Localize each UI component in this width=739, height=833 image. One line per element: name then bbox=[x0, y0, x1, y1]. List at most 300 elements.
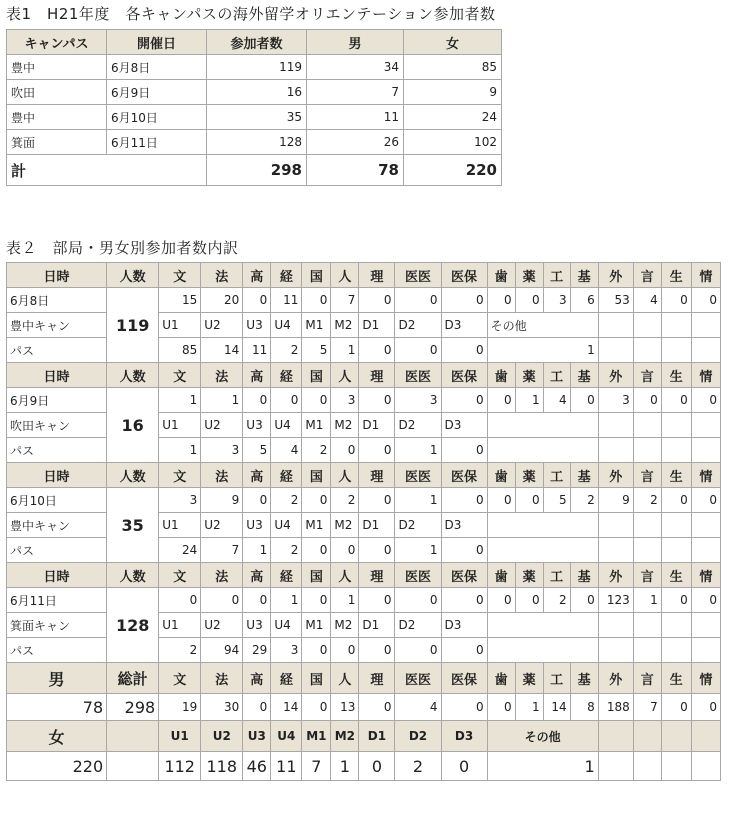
dept-value-cell: 1 bbox=[159, 388, 201, 413]
column-header: 歯 bbox=[487, 663, 515, 694]
dept-value-cell: 3 bbox=[543, 288, 570, 313]
participants-cell: 119 bbox=[207, 55, 307, 80]
column-header: 経 bbox=[271, 463, 302, 488]
dept-total-cell: 19 bbox=[159, 694, 201, 721]
level-label-cell: M1 bbox=[302, 413, 331, 438]
campus-summary-table bbox=[6, 29, 502, 186]
level-value-cell: 7 bbox=[201, 538, 243, 563]
column-header: 外 bbox=[598, 263, 633, 288]
dept-total-cell: 0 bbox=[691, 694, 720, 721]
female-cell: 102 bbox=[404, 130, 502, 155]
column-header: 理 bbox=[359, 463, 395, 488]
level-value-cell: 3 bbox=[271, 638, 302, 663]
dept-value-cell: 0 bbox=[271, 388, 302, 413]
dept-value-cell: 0 bbox=[661, 288, 691, 313]
dept-total-cell: 0 bbox=[661, 694, 691, 721]
level-label-cell: D3 bbox=[441, 413, 487, 438]
level-value-cell: 0 bbox=[359, 538, 395, 563]
column-header: 生 bbox=[661, 563, 691, 588]
summary-values-row bbox=[7, 694, 721, 721]
dept-value-cell: 0 bbox=[661, 488, 691, 513]
female-cell: 85 bbox=[404, 55, 502, 80]
level-value-cell: 1 bbox=[243, 538, 271, 563]
column-header: 工 bbox=[543, 263, 570, 288]
level-value-cell: 0 bbox=[395, 638, 441, 663]
column-header: 基 bbox=[570, 663, 598, 694]
column-header: 国 bbox=[302, 663, 331, 694]
column-header: 言 bbox=[633, 263, 661, 288]
column-header: 生 bbox=[661, 663, 691, 694]
level-label-cell: M1 bbox=[302, 313, 331, 338]
dept-value-cell: 20 bbox=[201, 288, 243, 313]
level-value-cell: 24 bbox=[159, 538, 201, 563]
table1-header-cell: 女 bbox=[404, 30, 502, 55]
level-value-cell: 0 bbox=[359, 338, 395, 363]
level-value-cell: 0 bbox=[331, 438, 359, 463]
empty-cell bbox=[633, 338, 661, 363]
column-header: 医医 bbox=[395, 463, 441, 488]
column-header: 外 bbox=[598, 463, 633, 488]
male-cell: 11 bbox=[307, 105, 404, 130]
level-value-cell: 1 bbox=[395, 538, 441, 563]
dept-value-cell: 0 bbox=[302, 488, 331, 513]
dept-value-cell: 0 bbox=[441, 488, 487, 513]
column-header: 文 bbox=[159, 263, 201, 288]
date-cell: 6月9日 bbox=[107, 80, 207, 105]
level-value-cell: 1 bbox=[487, 338, 598, 363]
level-label-cell: U4 bbox=[271, 613, 302, 638]
dept-value-cell: 0 bbox=[359, 288, 395, 313]
table-row bbox=[7, 588, 721, 613]
column-header: 法 bbox=[201, 363, 243, 388]
empty-cell bbox=[691, 413, 720, 438]
campus-cell: 豊中 bbox=[7, 55, 107, 80]
dept-value-cell: 0 bbox=[441, 388, 487, 413]
total-female: 220 bbox=[404, 155, 502, 186]
empty-cell bbox=[633, 638, 661, 663]
column-header: 薬 bbox=[515, 263, 543, 288]
dept-value-cell: 0 bbox=[691, 588, 720, 613]
empty-cell bbox=[691, 338, 720, 363]
dept-value-cell: 0 bbox=[515, 488, 543, 513]
empty-cell bbox=[598, 538, 633, 563]
dept-value-cell: 3 bbox=[598, 388, 633, 413]
level-label-cell: M1 bbox=[302, 513, 331, 538]
level-value-cell: 94 bbox=[201, 638, 243, 663]
level-value-cell bbox=[487, 538, 598, 563]
department-breakdown-table bbox=[6, 262, 721, 781]
level-label-cell: D3 bbox=[441, 613, 487, 638]
dept-value-cell: 9 bbox=[201, 488, 243, 513]
level-value-cell: 0 bbox=[359, 438, 395, 463]
empty-cell bbox=[633, 313, 661, 338]
dept-value-cell: 0 bbox=[691, 488, 720, 513]
column-header: 理 bbox=[359, 363, 395, 388]
level-label-cell: U2 bbox=[201, 313, 243, 338]
column-header: 言 bbox=[633, 363, 661, 388]
level-label-cell: M2 bbox=[331, 513, 359, 538]
column-header: 文 bbox=[159, 363, 201, 388]
date-cell: 6月9日 bbox=[7, 388, 107, 413]
column-header: 法 bbox=[201, 263, 243, 288]
date-cell: パス bbox=[7, 438, 107, 463]
level-label-cell: U1 bbox=[159, 413, 201, 438]
dept-value-cell: 0 bbox=[243, 488, 271, 513]
level-value-cell: 3 bbox=[201, 438, 243, 463]
dept-total-cell: 0 bbox=[487, 694, 515, 721]
dept-value-cell: 4 bbox=[633, 288, 661, 313]
column-header: 生 bbox=[661, 463, 691, 488]
dept-value-cell: 0 bbox=[359, 388, 395, 413]
table-row bbox=[7, 80, 502, 105]
level-header: M2 bbox=[331, 721, 359, 752]
dept-value-cell: 1 bbox=[331, 588, 359, 613]
empty-cell bbox=[661, 721, 691, 752]
level-header: U1 bbox=[159, 721, 201, 752]
level-header: D3 bbox=[441, 721, 487, 752]
dept-value-cell: 0 bbox=[395, 588, 441, 613]
dept-value-cell: 9 bbox=[598, 488, 633, 513]
empty-cell bbox=[107, 721, 159, 752]
level-header: D1 bbox=[359, 721, 395, 752]
dept-total-cell: 188 bbox=[598, 694, 633, 721]
level-value-cell: 85 bbox=[159, 338, 201, 363]
date-cell: 6月10日 bbox=[7, 488, 107, 513]
dept-value-cell: 0 bbox=[201, 588, 243, 613]
column-header: 国 bbox=[302, 263, 331, 288]
column-header: 人数 bbox=[107, 563, 159, 588]
level-label-cell: D2 bbox=[395, 413, 441, 438]
column-header: 人 bbox=[331, 363, 359, 388]
level-value-cell: 1 bbox=[395, 438, 441, 463]
dept-value-cell: 0 bbox=[691, 288, 720, 313]
empty-cell bbox=[598, 513, 633, 538]
column-header: 言 bbox=[633, 563, 661, 588]
dept-value-cell: 0 bbox=[359, 588, 395, 613]
level-value-cell: 2 bbox=[302, 438, 331, 463]
table1-header-cell: キャンパス bbox=[7, 30, 107, 55]
table1-header-cell: 開催日 bbox=[107, 30, 207, 55]
date-cell: 6月10日 bbox=[107, 105, 207, 130]
dept-total-cell: 30 bbox=[201, 694, 243, 721]
column-header: 基 bbox=[570, 363, 598, 388]
column-header: 情 bbox=[691, 563, 720, 588]
date-cell: パス bbox=[7, 638, 107, 663]
dept-value-cell: 7 bbox=[331, 288, 359, 313]
empty-cell bbox=[598, 413, 633, 438]
date-cell: パス bbox=[7, 538, 107, 563]
column-header: 経 bbox=[271, 663, 302, 694]
column-header: 工 bbox=[543, 563, 570, 588]
dept-total-cell: 1 bbox=[515, 694, 543, 721]
column-header: 基 bbox=[570, 463, 598, 488]
column-header: 国 bbox=[302, 563, 331, 588]
level-label-cell: U4 bbox=[271, 513, 302, 538]
participants-cell: 128 bbox=[207, 130, 307, 155]
level-value-cell: 1 bbox=[159, 438, 201, 463]
dept-value-cell: 0 bbox=[661, 388, 691, 413]
date-cell: 6月11日 bbox=[7, 588, 107, 613]
empty-cell bbox=[661, 413, 691, 438]
level-label-cell bbox=[487, 413, 598, 438]
dept-value-cell: 0 bbox=[487, 388, 515, 413]
column-header: 人 bbox=[331, 663, 359, 694]
column-header: 医医 bbox=[395, 663, 441, 694]
table2-header-row bbox=[7, 363, 721, 388]
total-participants: 298 bbox=[207, 155, 307, 186]
column-header: 医保 bbox=[441, 663, 487, 694]
dept-value-cell: 0 bbox=[661, 588, 691, 613]
female-label: 女 bbox=[7, 721, 107, 752]
empty-cell bbox=[661, 438, 691, 463]
empty-cell bbox=[598, 338, 633, 363]
summary-header-row bbox=[7, 663, 721, 694]
level-value-cell bbox=[487, 438, 598, 463]
level-total-cell: 112 bbox=[159, 752, 201, 781]
dept-value-cell: 0 bbox=[487, 488, 515, 513]
level-label-cell: U2 bbox=[201, 613, 243, 638]
column-header: 法 bbox=[201, 563, 243, 588]
column-header: 経 bbox=[271, 263, 302, 288]
column-header: 高 bbox=[243, 363, 271, 388]
table-row bbox=[7, 288, 721, 313]
column-header: 薬 bbox=[515, 463, 543, 488]
level-label-cell: D1 bbox=[359, 613, 395, 638]
level-label-cell: U1 bbox=[159, 313, 201, 338]
column-header: 医医 bbox=[395, 563, 441, 588]
column-header: 高 bbox=[243, 263, 271, 288]
dept-value-cell: 0 bbox=[515, 288, 543, 313]
grand-total: 298 bbox=[107, 694, 159, 721]
level-value-cell bbox=[487, 638, 598, 663]
empty-cell bbox=[661, 752, 691, 781]
dept-value-cell: 0 bbox=[515, 588, 543, 613]
table2-title: 表２ 部局・男女別参加者数内訳 bbox=[6, 239, 239, 257]
empty-cell bbox=[598, 613, 633, 638]
column-header: 医保 bbox=[441, 263, 487, 288]
column-header: 生 bbox=[661, 263, 691, 288]
table-row bbox=[7, 105, 502, 130]
empty-cell bbox=[661, 613, 691, 638]
dept-value-cell: 0 bbox=[441, 588, 487, 613]
empty-cell bbox=[661, 513, 691, 538]
empty-cell bbox=[633, 438, 661, 463]
empty-cell bbox=[691, 613, 720, 638]
female-cell: 9 bbox=[404, 80, 502, 105]
dept-value-cell: 2 bbox=[570, 488, 598, 513]
dept-value-cell: 53 bbox=[598, 288, 633, 313]
column-header: 情 bbox=[691, 363, 720, 388]
headcount-cell: 16 bbox=[107, 388, 159, 463]
level-label-cell: M2 bbox=[331, 613, 359, 638]
date-cell: 豊中キャン bbox=[7, 313, 107, 338]
table-row bbox=[7, 55, 502, 80]
column-header: 人数 bbox=[107, 263, 159, 288]
column-header: 人数 bbox=[107, 463, 159, 488]
column-header: 医保 bbox=[441, 463, 487, 488]
column-header: 日時 bbox=[7, 563, 107, 588]
level-label-cell: U3 bbox=[243, 513, 271, 538]
column-header: 国 bbox=[302, 463, 331, 488]
level-label-cell: U3 bbox=[243, 413, 271, 438]
column-header: 言 bbox=[633, 663, 661, 694]
dept-value-cell: 4 bbox=[543, 388, 570, 413]
column-header: 経 bbox=[271, 563, 302, 588]
dept-total-cell: 4 bbox=[395, 694, 441, 721]
level-total-cell: 11 bbox=[271, 752, 302, 781]
level-value-cell: 2 bbox=[271, 538, 302, 563]
dept-value-cell: 0 bbox=[243, 588, 271, 613]
empty-cell bbox=[633, 752, 661, 781]
level-value-cell: 2 bbox=[159, 638, 201, 663]
dept-value-cell: 0 bbox=[302, 588, 331, 613]
date-cell: 6月11日 bbox=[107, 130, 207, 155]
level-value-cell: 0 bbox=[302, 638, 331, 663]
column-header: 情 bbox=[691, 463, 720, 488]
column-header: 言 bbox=[633, 463, 661, 488]
column-header: 人 bbox=[331, 463, 359, 488]
level-header: U3 bbox=[243, 721, 271, 752]
column-header: 歯 bbox=[487, 263, 515, 288]
table-row bbox=[7, 488, 721, 513]
level-total-cell: 1 bbox=[487, 752, 598, 781]
column-header: 理 bbox=[359, 563, 395, 588]
level-value-cell: 5 bbox=[243, 438, 271, 463]
column-header: 外 bbox=[598, 363, 633, 388]
dept-value-cell: 0 bbox=[691, 388, 720, 413]
column-header: 外 bbox=[598, 663, 633, 694]
campus-cell: 豊中 bbox=[7, 105, 107, 130]
level-value-cell: 5 bbox=[302, 338, 331, 363]
dept-total-cell: 14 bbox=[543, 694, 570, 721]
table-row bbox=[7, 130, 502, 155]
empty-cell bbox=[661, 638, 691, 663]
empty-cell bbox=[661, 338, 691, 363]
column-header: 基 bbox=[570, 563, 598, 588]
dept-total-cell: 13 bbox=[331, 694, 359, 721]
dept-value-cell: 0 bbox=[159, 588, 201, 613]
dept-total-cell: 0 bbox=[302, 694, 331, 721]
dept-value-cell: 1 bbox=[271, 588, 302, 613]
level-value-cell: 0 bbox=[359, 638, 395, 663]
date-cell: 6月8日 bbox=[107, 55, 207, 80]
level-header: その他 bbox=[487, 721, 598, 752]
level-value-cell: 0 bbox=[441, 438, 487, 463]
level-label-cell: U2 bbox=[201, 413, 243, 438]
level-label-cell: D1 bbox=[359, 413, 395, 438]
headcount-cell: 119 bbox=[107, 288, 159, 363]
dept-value-cell: 2 bbox=[271, 488, 302, 513]
column-header: 外 bbox=[598, 563, 633, 588]
empty-cell bbox=[598, 638, 633, 663]
level-value-cell: 11 bbox=[243, 338, 271, 363]
campus-cell: 吹田 bbox=[7, 80, 107, 105]
dept-value-cell: 3 bbox=[331, 388, 359, 413]
dept-value-cell: 5 bbox=[543, 488, 570, 513]
date-cell: 箕面キャン bbox=[7, 613, 107, 638]
level-total-cell: 2 bbox=[395, 752, 441, 781]
level-value-cell: 0 bbox=[441, 338, 487, 363]
dept-value-cell: 0 bbox=[243, 288, 271, 313]
column-header: 高 bbox=[243, 563, 271, 588]
dept-total-cell: 0 bbox=[243, 694, 271, 721]
empty-cell bbox=[691, 752, 720, 781]
level-value-cell: 1 bbox=[331, 338, 359, 363]
empty-cell bbox=[633, 721, 661, 752]
level-value-cell: 29 bbox=[243, 638, 271, 663]
dept-total-cell: 14 bbox=[271, 694, 302, 721]
column-header: 日時 bbox=[7, 363, 107, 388]
column-header: 理 bbox=[359, 663, 395, 694]
dept-value-cell: 0 bbox=[570, 588, 598, 613]
level-header: U4 bbox=[271, 721, 302, 752]
dept-value-cell: 1 bbox=[201, 388, 243, 413]
empty-cell bbox=[691, 538, 720, 563]
column-header: 文 bbox=[159, 563, 201, 588]
dept-value-cell: 3 bbox=[395, 388, 441, 413]
column-header: 薬 bbox=[515, 363, 543, 388]
dept-value-cell: 2 bbox=[331, 488, 359, 513]
column-header: 文 bbox=[159, 463, 201, 488]
empty-cell bbox=[598, 752, 633, 781]
column-header: 工 bbox=[543, 663, 570, 694]
dept-total-cell: 8 bbox=[570, 694, 598, 721]
level-label-cell: D2 bbox=[395, 613, 441, 638]
summary-level-values-row bbox=[7, 752, 721, 781]
column-header: 日時 bbox=[7, 463, 107, 488]
column-header: 人数 bbox=[107, 363, 159, 388]
empty-cell bbox=[107, 752, 159, 781]
column-header: 歯 bbox=[487, 563, 515, 588]
level-value-cell: 0 bbox=[331, 638, 359, 663]
column-header: 理 bbox=[359, 263, 395, 288]
column-header: 法 bbox=[201, 663, 243, 694]
level-value-cell: 0 bbox=[302, 538, 331, 563]
dept-value-cell: 1 bbox=[633, 588, 661, 613]
level-value-cell: 4 bbox=[271, 438, 302, 463]
level-total-cell: 7 bbox=[302, 752, 331, 781]
female-count: 220 bbox=[7, 752, 107, 781]
empty-cell bbox=[661, 313, 691, 338]
grand-total-label: 総計 bbox=[107, 663, 159, 694]
headcount-cell: 128 bbox=[107, 588, 159, 663]
empty-cell bbox=[691, 513, 720, 538]
dept-total-cell: 0 bbox=[359, 694, 395, 721]
column-header: 医医 bbox=[395, 363, 441, 388]
date-cell: パス bbox=[7, 338, 107, 363]
column-header: 医保 bbox=[441, 563, 487, 588]
level-header: M1 bbox=[302, 721, 331, 752]
date-cell: 豊中キャン bbox=[7, 513, 107, 538]
column-header: 工 bbox=[543, 463, 570, 488]
column-header: 高 bbox=[243, 663, 271, 694]
level-value-cell: 0 bbox=[441, 538, 487, 563]
column-header: 国 bbox=[302, 363, 331, 388]
table-row bbox=[7, 388, 721, 413]
empty-cell bbox=[691, 313, 720, 338]
level-label-cell: U4 bbox=[271, 413, 302, 438]
column-header: 人 bbox=[331, 263, 359, 288]
dept-value-cell: 3 bbox=[159, 488, 201, 513]
level-label-cell: D2 bbox=[395, 313, 441, 338]
level-label-cell: U3 bbox=[243, 313, 271, 338]
female-cell: 24 bbox=[404, 105, 502, 130]
dept-value-cell: 2 bbox=[543, 588, 570, 613]
table2-header-row bbox=[7, 263, 721, 288]
empty-cell bbox=[633, 538, 661, 563]
level-label-cell: M1 bbox=[302, 613, 331, 638]
column-header: 薬 bbox=[515, 663, 543, 694]
